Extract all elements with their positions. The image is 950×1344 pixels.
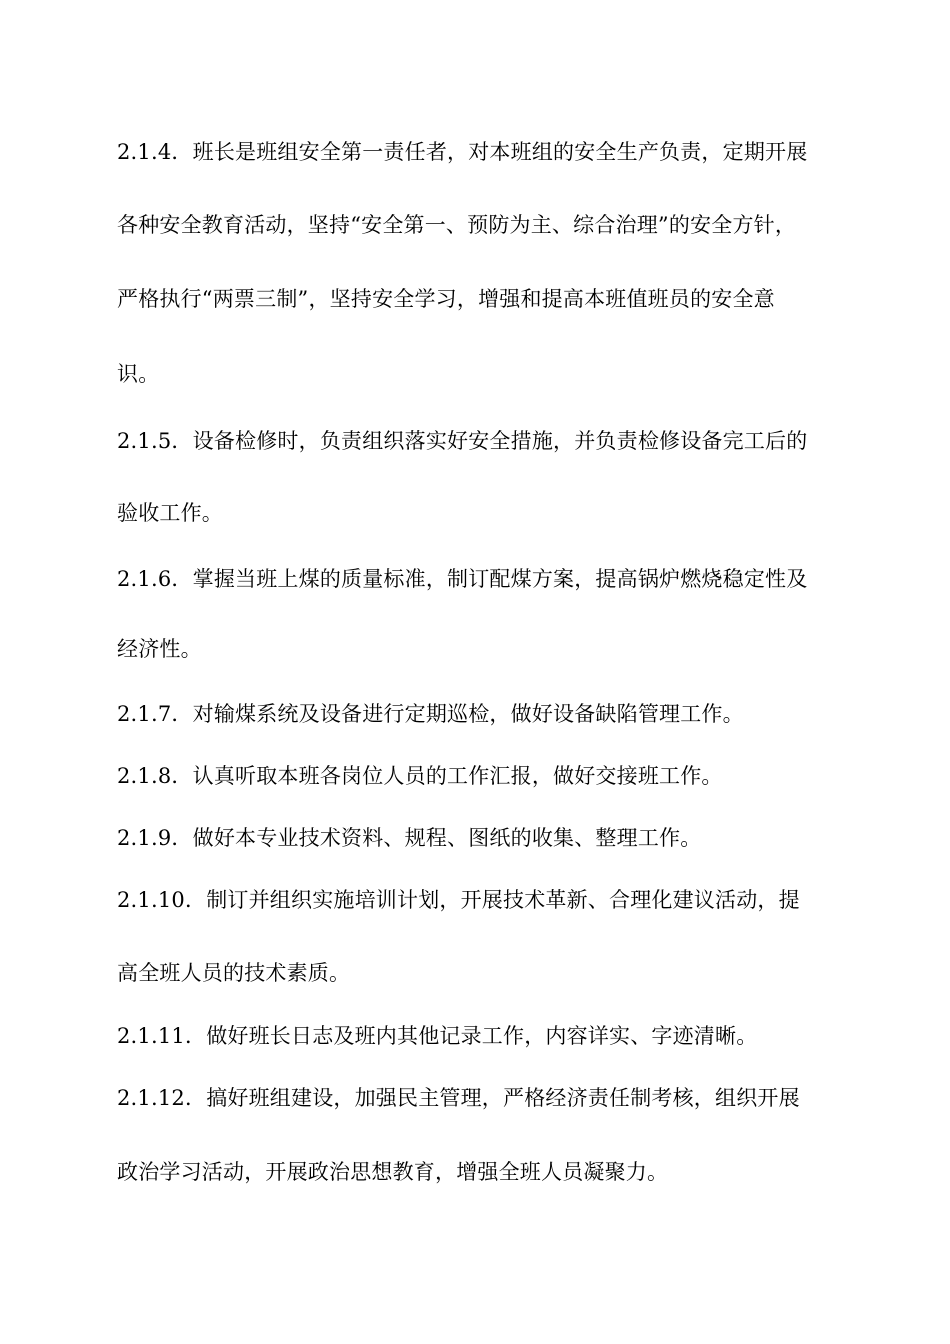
text-line: 2.1.11．做好班长日志及班内其他记录工作，内容详实、字迹清晰。	[117, 1024, 758, 1048]
text-line: 2.1.8．认真听取本班各岗位人员的工作汇报，做好交接班工作。	[117, 764, 723, 788]
text-line: 识。	[117, 362, 160, 386]
text-line: 2.1.12．搞好班组建设，加强民主管理，严格经济责任制考核，组织开展	[117, 1086, 800, 1110]
text-line: 经济性。	[117, 637, 202, 661]
text-line: 2.1.4．班长是班组安全第一责任者，对本班组的安全生产负责，定期开展	[117, 140, 808, 164]
text-line: 各种安全教育活动，坚持“安全第一、预防为主、综合治理”的安全方针，	[117, 213, 797, 237]
text-line: 2.1.5．设备检修时，负责组织落实好安全措施，并负责检修设备完工后的	[117, 429, 808, 453]
text-line: 高全班人员的技术素质。	[117, 961, 351, 985]
text-line: 严格执行“两票三制”，坚持安全学习，增强和提高本班值班员的安全意	[117, 287, 775, 311]
text-line: 验收工作。	[117, 501, 223, 525]
text-line: 2.1.7．对输煤系统及设备进行定期巡检，做好设备缺陷管理工作。	[117, 702, 744, 726]
text-line: 2.1.6．掌握当班上煤的质量标准，制订配煤方案，提高锅炉燃烧稳定性及	[117, 567, 808, 591]
text-line: 政治学习活动，开展政治思想教育，增强全班人员凝聚力。	[117, 1160, 669, 1184]
text-line: 2.1.10．制订并组织实施培训计划，开展技术革新、合理化建议活动，提	[117, 888, 800, 912]
text-line: 2.1.9．做好本专业技术资料、规程、图纸的收集、整理工作。	[117, 826, 702, 850]
